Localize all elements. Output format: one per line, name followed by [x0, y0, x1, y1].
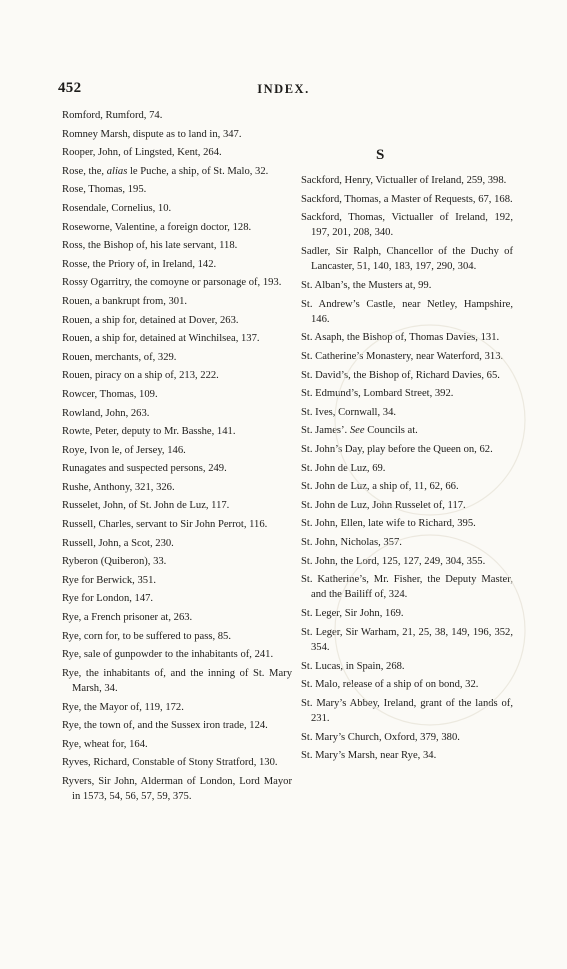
index-entry: Runagates and suspected persons, 249.: [62, 463, 227, 475]
page-number: 452: [58, 80, 82, 96]
index-entry: St. John, the Lord, 125, 127, 249, 304, 355.: [301, 555, 486, 567]
index-entry: Rowland, John, 263.: [62, 407, 150, 419]
index-entry: Rouen, a ship for, detained at Dover, 263.: [62, 314, 239, 326]
index-entry: Sackford, Henry, Victualler of Ireland, 259, 398.: [301, 175, 507, 186]
index-entry: St. John de Luz, John Russelet of, 117.: [301, 499, 466, 511]
running-head: INDEX.: [257, 82, 310, 96]
index-entry: Rouen, merchants, of, 329.: [62, 351, 177, 363]
index-entry: St. John de Luz, 69.: [301, 462, 386, 474]
index-entry: Rye for Berwick, 351.: [62, 574, 157, 586]
index-entry: Ross, the Bishop of, his late servant, 118.: [62, 240, 238, 252]
index-entry: St. Mary’s Abbey, Ireland, grant of the lands of, 231.: [301, 697, 513, 725]
index-entry: Rosendale, Cornelius, 10.: [62, 202, 172, 214]
index-column-left: [62, 108, 292, 808]
index-entry: Romford, Rumford, 74.: [62, 110, 163, 121]
index-entry: Rouen, piracy on a ship of, 213, 222.: [62, 370, 219, 382]
index-entry: St. Katherine’s, Mr. Fisher, the Deputy Master, and the Bailiff of, 324.: [301, 574, 513, 601]
index-column-right: [301, 173, 513, 767]
index-entry: St. John, Ellen, late wife to Richard, 395.: [301, 518, 476, 530]
index-entry: Rose, Thomas, 195.: [62, 184, 147, 196]
index-entry: Rosse, the Priory of, in Ireland, 142.: [62, 258, 217, 270]
index-entry: St. Catherine’s Monastery, near Waterford, 313.: [301, 351, 504, 363]
index-entry: Ryvers, Sir John, Alderman of London, Lord Mayor in 1573, 54, 56, 57, 59, 375.: [62, 776, 292, 803]
index-entry: St. Lucas, in Spain, 268.: [301, 660, 405, 672]
index-entry: St. Mary’s Church, Oxford, 379, 380.: [301, 731, 460, 743]
index-entry: St. Alban’s, the Musters at, 99.: [301, 279, 432, 291]
index-entry: Russelet, John, of St. John de Luz, 117.: [62, 500, 230, 512]
index-entry: Ryberon (Quiberon), 33.: [62, 556, 167, 568]
section-letter: S: [376, 147, 385, 163]
index-entry: Rowte, Peter, deputy to Mr. Basshe, 141.: [62, 426, 236, 438]
index-entry: Sadler, Sir Ralph, Chancellor of the Duchy of Lancaster, 51, 140, 183, 197, 290, 304.: [301, 246, 513, 273]
index-entry: St. John de Luz, a ship of, 11, 62, 66.: [301, 481, 459, 493]
index-entry: Rooper, John, of Lingsted, Kent, 264.: [62, 147, 222, 159]
index-entry: St. Leger, Sir Warham, 21, 25, 38, 149, 196, 352, 354.: [301, 626, 513, 653]
index-entry: St. Leger, Sir John, 169.: [301, 608, 404, 620]
index-entry: St. John, Nicholas, 357.: [301, 536, 402, 548]
index-entry: St. James’. See Councils at.: [301, 425, 418, 437]
index-entry: St. Ives, Cornwall, 34.: [301, 406, 397, 418]
index-entry: Rye, the inhabitants of, and the inning of St. Mary Marsh, 34.: [62, 667, 292, 695]
index-entry: Rouen, a bankrupt from, 301.: [62, 295, 188, 307]
index-entry: Sackford, Thomas, Victualler of Ireland, 192, 197, 201, 208, 340.: [301, 212, 513, 239]
index-entry: Sackford, Thomas, a Master of Requests, 67, 168.: [301, 193, 513, 205]
index-entry: Roseworne, Valentine, a foreign doctor, 128.: [62, 221, 252, 233]
index-entry: St. Asaph, the Bishop of, Thomas Davies, 131.: [301, 332, 500, 344]
index-entry: St. John’s Day, play before the Queen on, 62.: [301, 444, 493, 456]
index-entry: Rye for London, 147.: [62, 593, 154, 605]
index-entry: Rye, the Mayor of, 119, 172.: [62, 701, 184, 713]
index-entry: Rye, wheat for, 164.: [62, 738, 148, 750]
index-entry: St. Mary’s Marsh, near Rye, 34.: [301, 750, 437, 762]
index-entry: Rushe, Anthony, 321, 326.: [62, 481, 175, 493]
index-entry: Rose, the, alias le Puche, a ship, of St. Malo, 32.: [62, 165, 269, 177]
index-entry: St. Malo, release of a ship of on bond, 32.: [301, 679, 479, 691]
index-entry: Roye, Ivon le, of Jersey, 146.: [62, 444, 186, 456]
index-entry: Rowcer, Thomas, 109.: [62, 388, 158, 400]
index-entry: Russell, John, a Scot, 230.: [62, 537, 174, 549]
index-entry: St. Edmund’s, Lombard Street, 392.: [301, 388, 454, 400]
index-entry: Rouen, a ship for, detained at Winchilsea, 137.: [62, 333, 260, 345]
index-entry: Rossy Ogarritry, the comoyne or parsonage of, 193.: [62, 277, 282, 289]
index-entry: Rye, the town of, and the Sussex iron trade, 124.: [62, 720, 268, 732]
index-entry: Rye, a French prisoner at, 263.: [62, 612, 193, 624]
index-entry: Rye, sale of gunpowder to the inhabitants of, 241.: [62, 649, 274, 661]
index-entry: Rye, corn for, to be suffered to pass, 85.: [62, 630, 232, 642]
index-entry: St. David’s, the Bishop of, Richard Davies, 65.: [301, 369, 500, 381]
index-entry: St. Andrew’s Castle, near Netley, Hampshire, 146.: [301, 298, 513, 325]
index-entry: Romney Marsh, dispute as to land in, 347.: [62, 128, 242, 140]
index-entry: Ryves, Richard, Constable of Stony Stratford, 130.: [62, 757, 278, 769]
index-entry: Russell, Charles, servant to Sir John Perrot, 116.: [62, 519, 268, 531]
